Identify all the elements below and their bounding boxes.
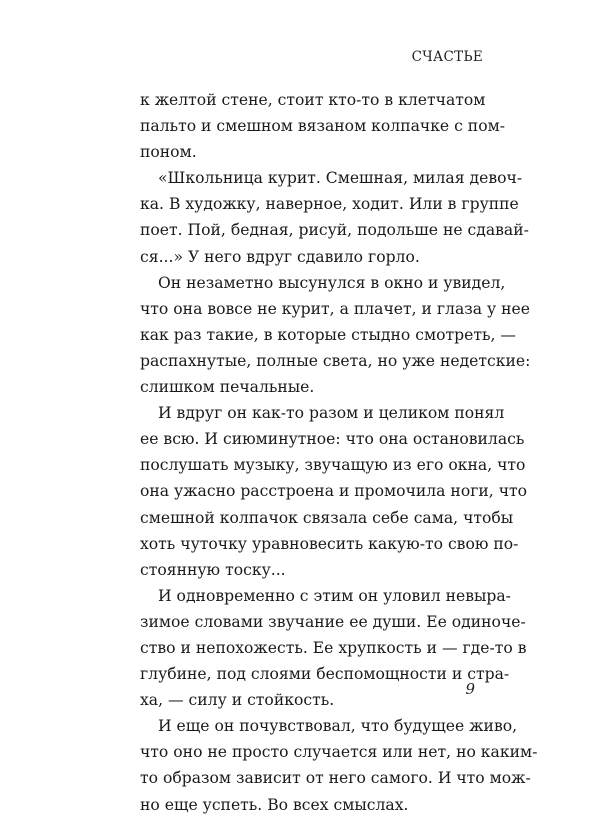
running-head: СЧАСТЬЕ xyxy=(411,49,483,65)
text-line: хоть чуточку уравновесить какую-то свою по- xyxy=(140,534,519,553)
text-line: Он незаметно высунулся в окно и увидел, xyxy=(158,273,506,292)
text-line: И одновременно с этим он уловил невыра- xyxy=(158,586,511,605)
text-line: ха, — силу и стойкость. xyxy=(140,691,335,710)
text-line: она ужасно расстроена и промочила ноги, что xyxy=(140,482,528,501)
text-line: как раз такие, в которые стыдно смотреть, — xyxy=(140,325,516,344)
text-line: ка. В художку, наверное, ходит. Или в группе xyxy=(140,195,519,214)
text-line: послушать музыку, звучащую из его окна, что xyxy=(140,456,526,475)
text-line: к желтой стене, стоит кто-то в клетчатом xyxy=(140,91,486,109)
text-line: ство и непохожесть. Ее хрупкость и — где-то в xyxy=(140,638,527,657)
text-line: пальто и смешном вязаном колпачке с пом- xyxy=(140,117,505,136)
text-line: «Школьница курит. Смешная, милая девоч- xyxy=(158,169,523,188)
text-line: ся...» У него вдруг сдавило горло. xyxy=(140,247,420,266)
text-line: что она вовсе не курит, а плачет, и глаза у нее xyxy=(140,299,530,318)
text-line: И еще он почувствовал, что будущее живо, xyxy=(158,717,518,736)
text-line: распахнутые, полные света, но уже недетские: xyxy=(140,351,531,370)
page-number: 9 xyxy=(465,680,475,698)
text-line: поет. Пой, бедная, рисуй, подольше не сдавай- xyxy=(140,221,529,240)
text-line: что оно не просто случается или нет, но каким- xyxy=(140,743,538,762)
text-line: то образом зависит от него самого. И что мож- xyxy=(140,769,531,788)
text-line: слишком печальные. xyxy=(140,378,315,397)
body-text xyxy=(140,87,538,818)
text-line: глубине, под слоями беспомощности и стра- xyxy=(140,665,510,684)
text-line: стоянную тоску... xyxy=(140,560,286,579)
text-line: поном. xyxy=(140,143,197,162)
text-line: И вдруг он как-то разом и целиком понял xyxy=(158,404,505,423)
text-line: ее всю. И сиюминутное: что она остановилась xyxy=(140,430,525,449)
text-line: смешной колпачок связала себе сама, чтобы xyxy=(140,508,514,527)
text-line: но еще успеть. Во всех смыслах. xyxy=(140,795,409,814)
text-line: зимое словами звучание ее души. Ее одиноче- xyxy=(140,612,526,631)
